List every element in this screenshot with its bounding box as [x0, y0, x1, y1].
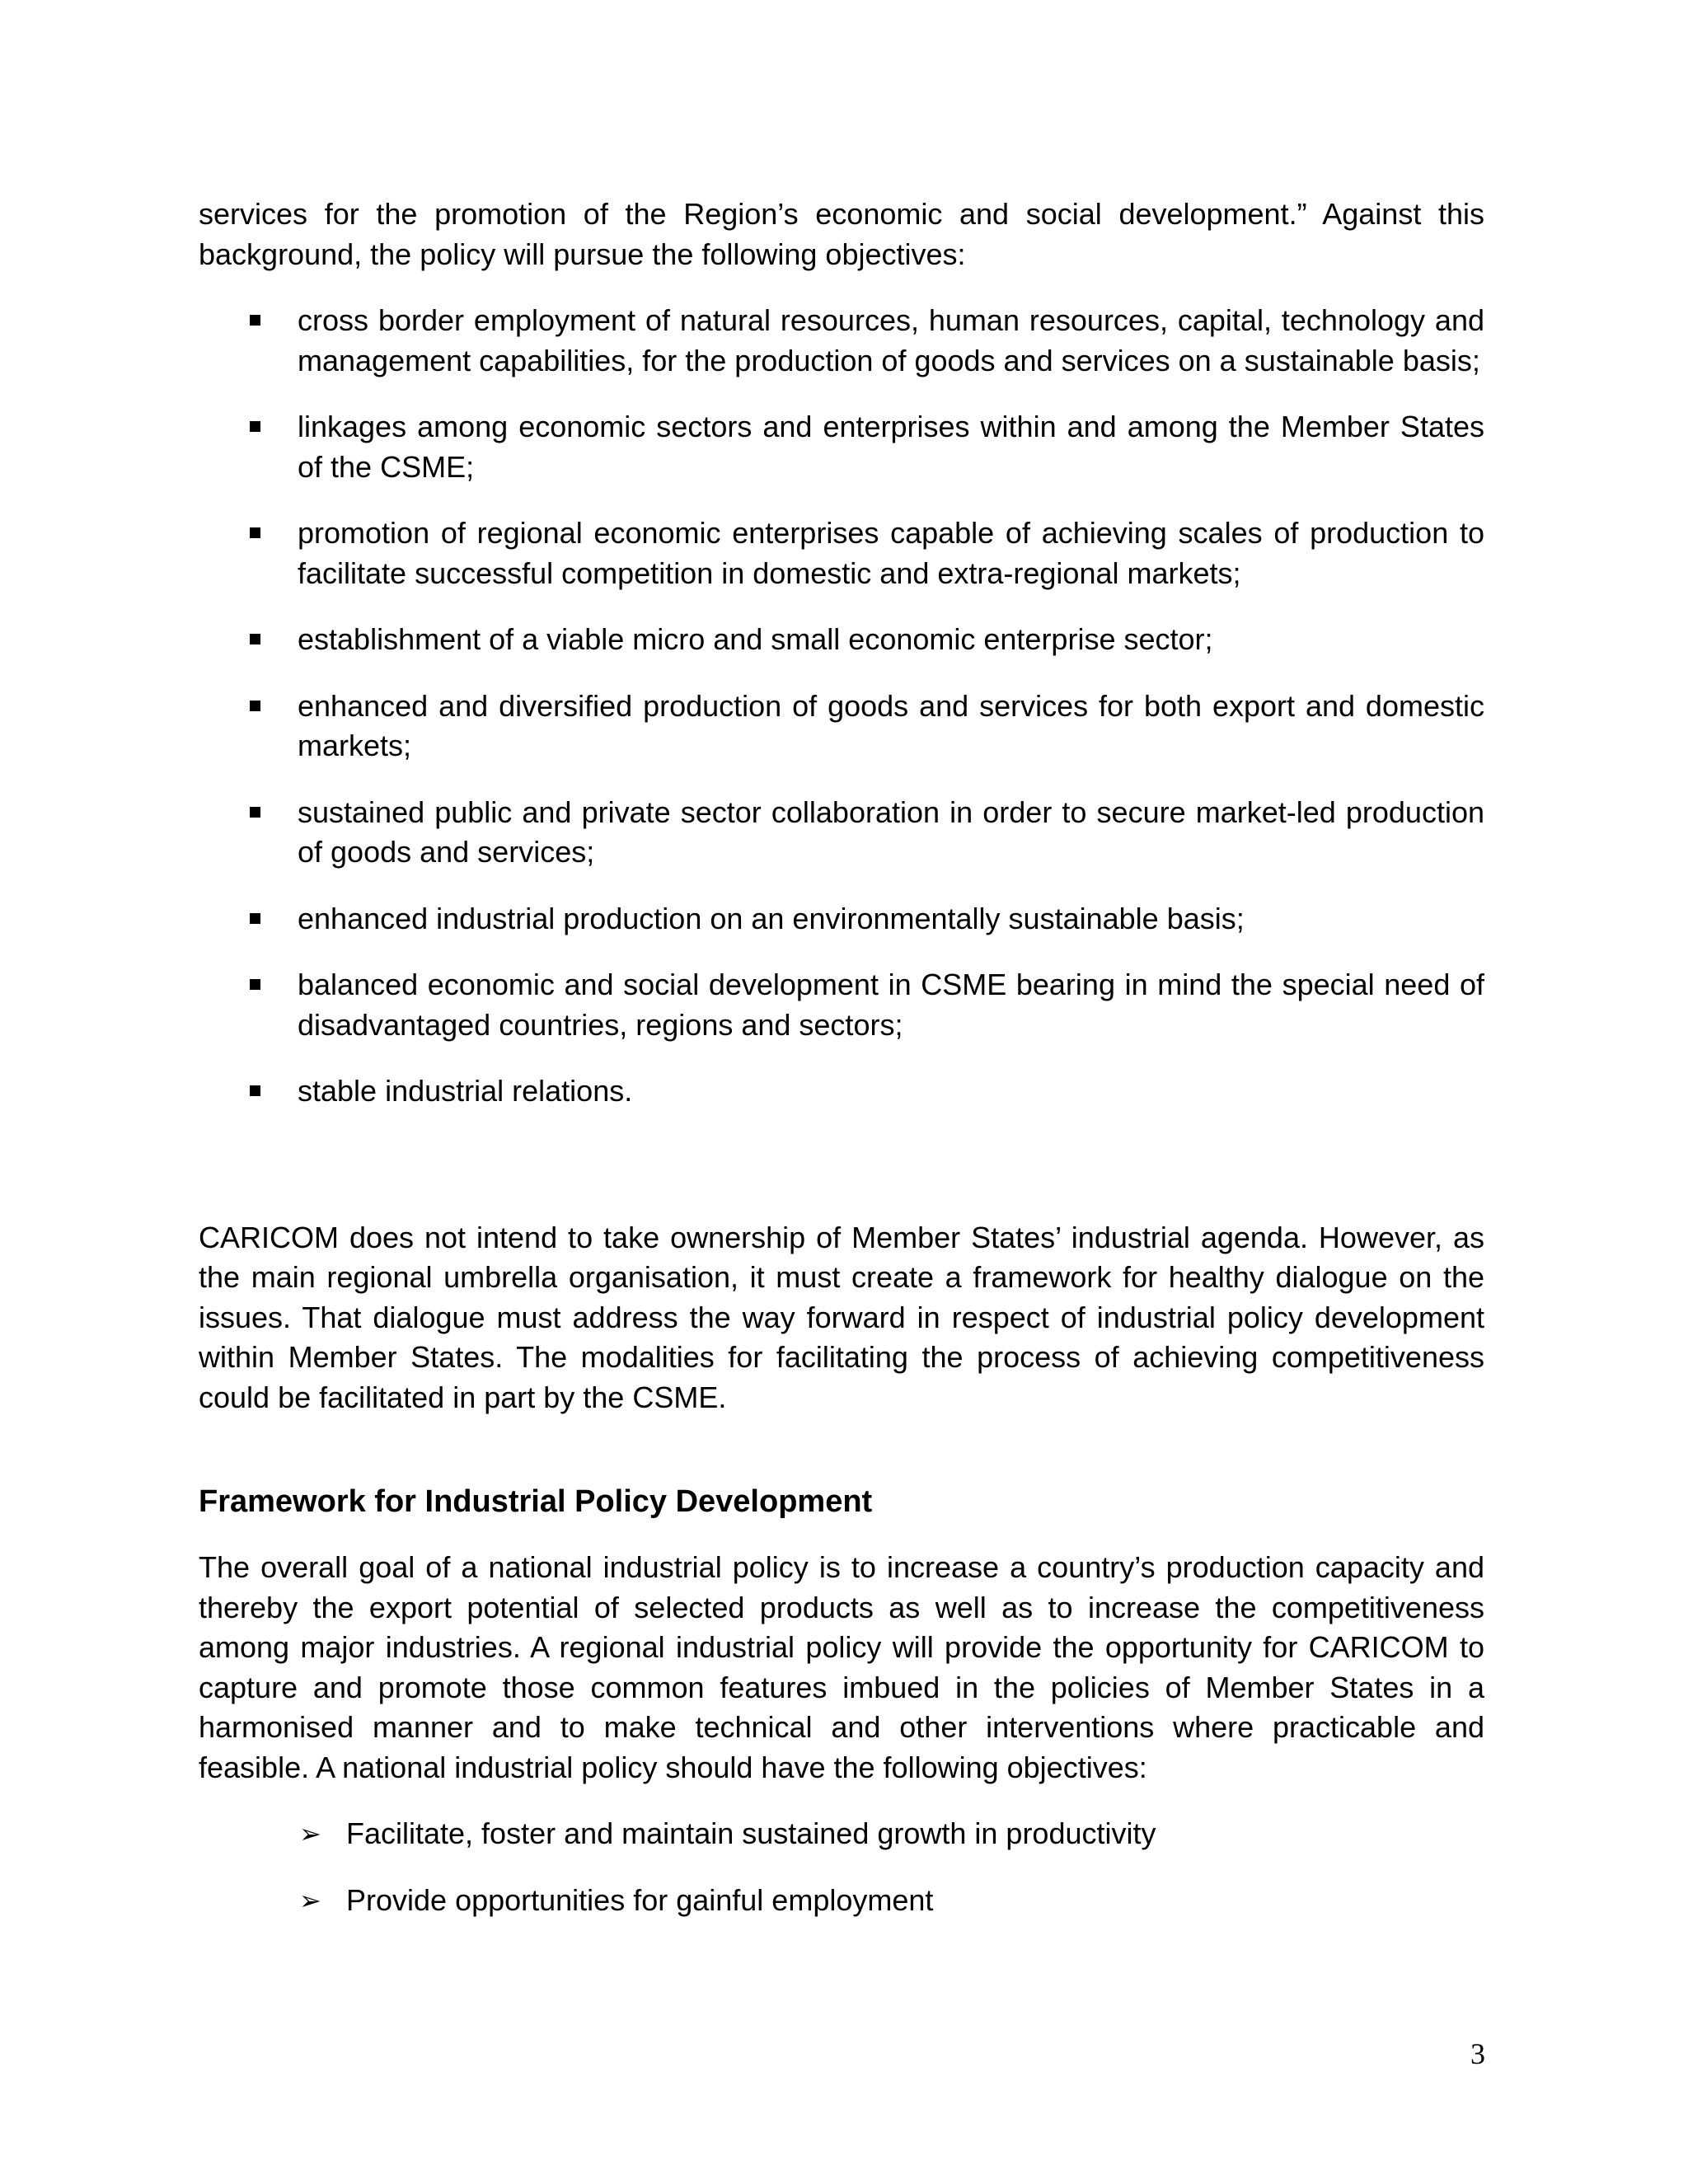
caricom-paragraph: CARICOM does not intend to take ownership of Member States’ industrial agenda. However, as the main regional umbrella organisation, it must create a framework for healthy dialogue on the issues. That dialogue must address the way forward in respect of industrial policy development within Member States. The modalities for facilitating the process of achieving competitiveness could be facilitated in part by the CSME.	[199, 1220, 1484, 1414]
list-item	[199, 687, 1484, 766]
square-bullet-icon	[250, 979, 260, 990]
square-bullet-icon	[250, 634, 260, 644]
objectives-list	[199, 301, 1484, 1112]
square-bullet-icon	[250, 1085, 260, 1096]
arrow-bullet-icon: ➢	[299, 1819, 321, 1849]
framework-paragraph: The overall goal of a national industrial policy is to increase a country’s production capacity and thereby the export potential of selected products as well as to increase the competitiveness among major industries. A regional industrial policy will provide the opportunity for CARICOM to capture and promote those common features imbued in the policies of Member States in a harmonised manner and to make technical and other interventions where practicable and feasible. A national industrial policy should have the following objectives:	[199, 1550, 1484, 1784]
list-item	[199, 1881, 1484, 1921]
square-bullet-icon	[250, 315, 260, 326]
list-item	[199, 407, 1484, 487]
list-item	[199, 793, 1484, 873]
square-bullet-icon	[250, 807, 260, 818]
section-heading: Framework for Industrial Policy Development	[199, 1484, 873, 1519]
arrow-bullet-icon: ➢	[299, 1885, 321, 1915]
intro-paragraph: services for the promotion of the Region’s economic and social development.” Against this background, the policy will pursue the following objectives:	[199, 197, 1484, 271]
list-item-text: Provide opportunities for gainful employment	[346, 1882, 934, 1917]
square-bullet-icon	[250, 701, 260, 711]
list-item	[199, 965, 1484, 1045]
list-item-text: stable industrial relations.	[298, 1074, 633, 1108]
list-item	[199, 513, 1484, 593]
list-item	[199, 620, 1484, 660]
list-item-text: enhanced industrial production on an environmentally sustainable basis;	[298, 901, 1245, 935]
section-spacer	[199, 1138, 1484, 1218]
list-item-text: establishment of a viable micro and small economic enterprise sector;	[298, 622, 1213, 656]
list-item-text: Facilitate, foster and maintain sustained growth in productivity	[346, 1816, 1156, 1850]
national-objectives-list	[199, 1814, 1484, 1920]
page-content	[199, 194, 1484, 1947]
square-bullet-icon	[250, 421, 260, 432]
list-item-text: promotion of regional economic enterprises capable of achieving scales of production to facilitate successful competition in domestic and extra-regional markets;	[298, 516, 1484, 590]
list-item	[199, 1071, 1484, 1112]
list-item	[199, 301, 1484, 381]
list-item-text: sustained public and private sector collaboration in order to secure market-led production of goods and services;	[298, 794, 1484, 869]
list-item-text: cross border employment of natural resources, human resources, capital, technology and management capabilities, for the production of goods and services on a sustainable basis;	[298, 303, 1484, 377]
list-item-text: linkages among economic sectors and enterprises within and among the Member States of the CSME;	[298, 410, 1484, 484]
list-item-text: balanced economic and social development in CSME bearing in mind the special need of disadvantaged countries, regions and sectors;	[298, 968, 1484, 1042]
page-number: 3	[1470, 2037, 1485, 2070]
list-item	[199, 1814, 1484, 1854]
list-item-text: enhanced and diversified production of goods and services for both export and domestic markets;	[298, 688, 1484, 762]
square-bullet-icon	[250, 913, 260, 924]
square-bullet-icon	[250, 527, 260, 538]
list-item	[199, 899, 1484, 940]
